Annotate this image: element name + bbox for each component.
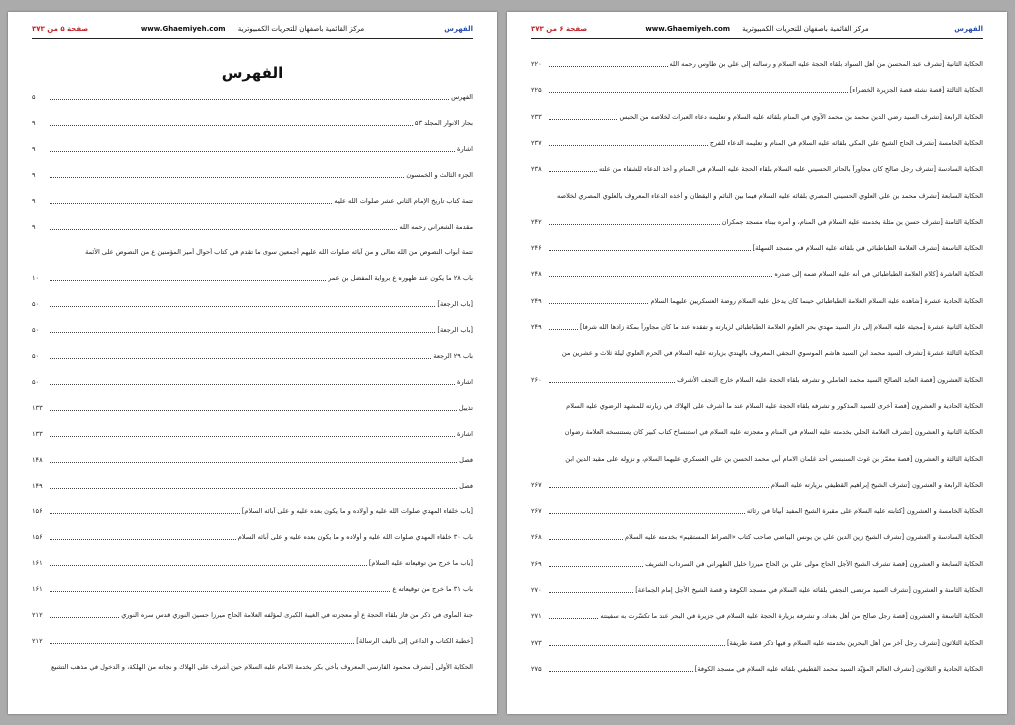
toc-entry-page[interactable]: ۲۷۵	[531, 664, 542, 673]
toc-leader-dots	[549, 65, 668, 67]
toc-entry-page[interactable]: ۲۷۱	[531, 612, 542, 621]
toc-entry[interactable]	[531, 478, 983, 492]
page-header	[531, 21, 983, 39]
toc-entry[interactable]	[32, 220, 473, 234]
toc-entry[interactable]	[32, 453, 473, 467]
toc-leader-dots	[50, 564, 367, 566]
toc-entry[interactable]	[32, 194, 473, 208]
toc-entry-page[interactable]: ۲۶۰	[531, 375, 542, 384]
toc-entry[interactable]	[531, 294, 983, 308]
toc-entry-title[interactable]: فصل	[459, 455, 473, 464]
toc-entry-title[interactable]: [باب الرجعة]	[437, 326, 473, 335]
toc-entry[interactable]	[531, 557, 983, 571]
toc-entry-title[interactable]: [خطبة الكتاب و الداعي إلى تأليف الرسالة]	[356, 636, 473, 645]
toc-entry-page[interactable]: ۱۳۳	[32, 403, 43, 412]
toc-leader-dots	[50, 512, 240, 514]
toc-entry-title[interactable]: الحكاية الثالثة و العشرون [قصة معمّر بن غوث السنبسي أحد غلمان الامام أبي محمد الحسن بن علي العسكري عليهما السلام، و نزوله على مقيد الدين ابن	[565, 454, 983, 463]
toc-leader-dots	[50, 590, 390, 592]
toc-entry-title[interactable]: اشارة	[456, 144, 473, 153]
toc-leader-dots	[50, 357, 431, 359]
toc-entry[interactable]	[32, 142, 473, 156]
toc-entry-page[interactable]: ۲۴۲	[531, 217, 542, 226]
toc-entry[interactable]	[32, 401, 473, 415]
toc-entry[interactable]	[531, 320, 983, 334]
toc-entry-title[interactable]: اشارة	[456, 377, 473, 386]
toc-entry-title[interactable]: مقدمة الشعراني رحمه الله	[399, 222, 473, 231]
toc-entry-title[interactable]: الحكاية التاسعة و العشرون [قصة رجل صالح من أهل بغداد، و تشرفه بزيارة الحجة عليه السلام في جزيرة في البحر عند ما تكسّرت به سفينته	[600, 612, 983, 621]
toc-entry-page[interactable]: ۱۴۸	[32, 455, 43, 464]
toc-entry-title[interactable]: تتمة أبواب النصوص من الله تعالى و من آبائه صلوات الله عليهم أجمعين سوى ما تقدم في كتاب أحوال أمير المؤمنين ع من النصوص على الأئمة	[85, 248, 473, 257]
header-site-link[interactable]: www.Ghaemiyeh.com	[645, 25, 731, 33]
toc-entry-title[interactable]: [باب خلفاء المهدي صلوات الله عليه و أولاده و ما يكون بعده عليه و على آبائه السلام]	[241, 507, 473, 516]
header-center-name: مرکز القائمیة باصفهان للتحریات الکمبیوتریة	[237, 25, 365, 33]
toc-entry[interactable]	[531, 162, 983, 176]
toc-entry-title[interactable]: جنة المأوى في ذكر من فاز بلقاء الحجة ع أو معجزته في الغيبة الكبرى لمؤلفه العلامة الحاج ميرزا حسين النوري قدس سره النوري	[121, 611, 473, 619]
toc-entry-title[interactable]: الحكاية السادسة و العشرون [تشرف الشيخ زين الدين علي بن يونس البياضي صاحب كتاب «الصراط المستقيم» بخدمته عليه السلام	[624, 533, 983, 542]
toc-leader-dots	[549, 328, 578, 330]
toc-entry[interactable]	[531, 425, 983, 439]
toc-leader-dots	[549, 538, 623, 540]
toc-entry[interactable]	[531, 609, 983, 623]
toc-leader-dots	[549, 381, 675, 383]
toc-entry-page[interactable]: ۱۵۶	[32, 507, 43, 516]
toc-entry-title[interactable]: الحكاية الخامسة و العشرون [كتابته عليه السلام على مقبرة الشيخ المفيد أبياتا في رثائه	[746, 507, 983, 516]
toc-entry-title[interactable]: الحكاية الثامنة و العشرون [تشرف السيد مرتضى النجفي بلقائه عليه السلام في مسجد الكوفة و قصة الشيخ الأجل إمام الجماعة]	[635, 586, 983, 594]
toc-entry-page[interactable]: ۱۵۶	[32, 533, 43, 542]
toc-entry[interactable]	[32, 556, 473, 570]
toc-entry[interactable]	[531, 399, 983, 413]
toc-entry-title[interactable]: تذييل	[458, 403, 473, 412]
toc-entry[interactable]	[32, 634, 473, 648]
toc-entry-title[interactable]: باب ۳۰ خلفاء المهدي صلوات الله عليه و أولاده و ما يكون بعده عليه و على آبائه السلام	[237, 533, 473, 542]
toc-leader-dots	[549, 275, 772, 277]
toc-leader-dots	[50, 383, 455, 385]
header-center	[531, 21, 983, 38]
toc-entry[interactable]	[531, 83, 983, 97]
toc-entry[interactable]	[32, 349, 473, 363]
toc-entry-page[interactable]: ۵۰	[32, 326, 40, 335]
toc-entry-title[interactable]: باب ۳۱ ما خرج من توقيعاته ع	[392, 585, 473, 594]
toc-entry-title[interactable]: الحكاية الثلاثون [تشرف رجل آخر من أهل البحرين بخدمته عليه السلام و فيها ذكر قصة طريفة]	[726, 638, 983, 647]
toc-entry[interactable]	[32, 90, 473, 104]
toc-entry[interactable]	[32, 116, 473, 130]
toc-entry-page[interactable]: ۱۰	[32, 274, 40, 283]
toc-entry-title[interactable]: الجزء الثالث و الخمسون	[406, 170, 473, 179]
toc-leader-dots	[549, 249, 751, 251]
toc-entry-page[interactable]: ۹	[32, 144, 36, 153]
toc-entry-page[interactable]: ۹	[32, 196, 36, 205]
toc-entry-title[interactable]: الحكاية الثالثة [قصة نشئه قصة الجزيرة الخضراء]	[849, 86, 983, 95]
toc-entry-page[interactable]: ۲۶۷	[531, 480, 542, 489]
toc-entry-title[interactable]: اشارة	[456, 429, 473, 438]
toc-entry-title[interactable]: فصل	[459, 481, 473, 490]
toc-entry-title[interactable]: الحكاية الثانية و العشرون [تشرف العلامة الحلي بخدمته عليه السلام في المنام و معجزته عليه السلام في استنساخ كتاب كبير كان يستنسخه العلامة رضوان	[564, 428, 983, 437]
toc-leader-dots	[549, 486, 769, 488]
toc-entry-title[interactable]: [باب الرجعة]	[437, 300, 473, 309]
header-page-label: صفحة ۵ من ۳۷۳	[32, 25, 89, 33]
toc-entry[interactable]	[531, 504, 983, 518]
toc-entry-title[interactable]: باب ۲۸ ما يكون عند ظهوره ع برواية المفضل بن عمر	[328, 274, 473, 283]
toc-entry[interactable]	[531, 662, 983, 676]
toc-entry[interactable]	[32, 608, 473, 622]
toc-entry[interactable]	[531, 346, 983, 360]
toc-entry-page[interactable]: ۵	[32, 93, 36, 101]
toc-leader-dots	[50, 409, 457, 411]
left-page	[8, 12, 497, 714]
toc-leader-dots	[50, 538, 236, 540]
toc-entry[interactable]	[531, 267, 983, 281]
toc-entry-page[interactable]: ۹	[32, 222, 36, 231]
toc-leader-dots	[50, 331, 435, 333]
toc-entry[interactable]	[531, 373, 983, 387]
toc-leader-dots	[50, 150, 455, 152]
toc-leader-dots	[50, 228, 397, 230]
toc-entry-page[interactable]: ۲۶۸	[531, 533, 542, 542]
toc-leader-dots	[50, 98, 449, 100]
header-site-link[interactable]: www.Ghaemiyeh.com	[140, 25, 226, 33]
toc-entry-title[interactable]: الفهرس	[451, 93, 473, 101]
toc-leader-dots	[549, 591, 633, 593]
toc-leader-dots	[549, 512, 745, 514]
toc-entry[interactable]	[32, 375, 473, 389]
toc-leader-dots	[549, 170, 597, 172]
toc-entry-page[interactable]: ۲۳۸	[531, 165, 542, 174]
toc-entry-page[interactable]: ۹	[32, 118, 36, 127]
toc-entry-page[interactable]: ۲۴۶	[531, 244, 542, 253]
toc-entry-page[interactable]: ۱۳۳	[32, 429, 43, 438]
toc-entry-title[interactable]: الحكاية الخامسة [تشرف الحاج الشيخ علي المكي بلقائه عليه السلام في المنام و تعليمه الدعاء للفرج	[709, 138, 983, 147]
header-section-link[interactable]: الفهرس	[954, 25, 983, 33]
toc-entry[interactable]	[531, 241, 983, 255]
toc-entry-page[interactable]: ۹	[32, 170, 36, 179]
toc-entry[interactable]	[32, 245, 473, 259]
toc-leader-dots	[549, 223, 720, 225]
toc-entry-title[interactable]: الحكاية الحادية عشرة [شاهده عليه السلام العلامة الطباطبائي حينما كان يدخل عليه السلام روضة العسكريين عليهما السلام	[650, 296, 983, 305]
toc-entry[interactable]	[531, 189, 983, 203]
toc-entry-title[interactable]: الحكاية الحادية و العشرون [قصة أخرى للسيد المذكور و تشرفه بلقاء الحجة عليه السلام عند ما أشرف على الهلاك في زيارته للمشهد الرضوي عليه السلام	[566, 401, 983, 410]
toc-entry-page[interactable]: ۲۱۲	[32, 636, 43, 645]
toc-entry-page[interactable]: ۲۴۹	[531, 323, 542, 331]
toc-entry-page[interactable]: ۲۶۹	[531, 559, 542, 568]
toc-leader-dots	[549, 144, 708, 146]
toc-entry-page[interactable]: ۵۰	[32, 300, 40, 309]
toc-leader-dots	[50, 305, 435, 307]
toc-entry[interactable]	[531, 110, 983, 124]
toc-entry-page[interactable]: ۵۰	[32, 352, 40, 360]
toc-entry[interactable]	[531, 57, 983, 71]
toc-entry-page[interactable]: ۲۱۲	[32, 611, 43, 619]
toc-leader-dots	[50, 487, 457, 489]
toc-leader-dots	[549, 617, 598, 619]
toc-entry-title[interactable]: الحكاية التاسعة [تشرف العلامة الطباطبائي في بلقائه عليه السلام في مسجد السهلة]	[752, 244, 983, 253]
toc-entry-page[interactable]: ۱۶۱	[32, 585, 43, 594]
toc-entry-title[interactable]: الحكاية الثانية [تشرف عبد المحسن من أهل السواد بلقاء الحجة عليه السلام و رسالته إلى علي بن طاوس رحمه الله	[669, 60, 983, 68]
toc-entry-title[interactable]: الحكاية السادسة [تشرف رجل صالح كان مجاوراً بالحائر الحسيني عليه السلام بلقاء الحجة عليه السلام في المنام و أخذ الدعاء للشفاء من علته	[599, 165, 983, 174]
toc-entry[interactable]	[32, 660, 473, 674]
toc-leader-dots	[50, 202, 332, 204]
toc-entry-page[interactable]: ۲۲۰	[531, 60, 542, 68]
toc-entry-page[interactable]: ۱۶۱	[32, 559, 43, 568]
toc-entry-title[interactable]: [باب ما خرج من توقيعاته عليه السلام]	[368, 559, 473, 568]
toc-entry[interactable]	[32, 297, 473, 311]
toc-entry[interactable]	[32, 323, 473, 337]
toc-entry-title[interactable]: الحكاية الأولى [تشرف محمود الفارسي المعروف بأخي بكر بخدمة الامام عليه السلام حين أشرف على الهلاك و نجاته من الهلكة، و الدخول في مذهب التشيع	[51, 662, 473, 671]
toc-entry[interactable]	[32, 271, 473, 285]
toc-leader-dots	[549, 565, 643, 567]
toc-entry-page[interactable]: ۲۶۷	[531, 507, 542, 516]
toc-entry-page[interactable]: ۲۲۵	[531, 86, 542, 95]
header-center-name: مرکز القائمیة باصفهان للتحریات الکمبیوتریة	[742, 25, 869, 33]
right-page	[507, 12, 1007, 714]
header-page-label: صفحة ۶ من ۳۷۳	[531, 25, 588, 33]
toc-entry[interactable]	[531, 530, 983, 544]
toc-entry-page[interactable]: ۲۳۳	[531, 112, 542, 121]
toc-entry-page[interactable]: ۱۴۹	[32, 481, 43, 490]
toc-leader-dots	[50, 461, 457, 463]
toc-entry-title[interactable]: الحكاية السابعة و العشرون [قصة تشرف الشيخ الأجل الحاج مولى علي بن الحاج ميرزا خليل الطهراني في السرداب الشريف	[645, 559, 983, 568]
toc-entry-title[interactable]: الحكاية الثانية عشرة [مجيئه عليه السلام إلى دار السيد مهدي بحر العلوم العلامة الطباطبائي لزيارته و تفقده عند ما كان مجاوراً بمكة زادها الله شرفا]	[579, 323, 983, 331]
toc-leader-dots	[50, 642, 354, 644]
toc-entry[interactable]	[32, 427, 473, 441]
toc-entry[interactable]	[531, 136, 983, 150]
toc-leader-dots	[549, 644, 725, 646]
toc-leader-dots	[549, 302, 648, 304]
toc-entry-page[interactable]: ۲۳۷	[531, 138, 542, 147]
toc-entry[interactable]	[531, 215, 983, 229]
toc-entry[interactable]	[531, 583, 983, 597]
header-center	[32, 21, 473, 38]
toc-entry-title[interactable]: الحكاية السابعة [تشرف محمد بن علي العلوي الحسيني المصري بلقائه عليه السلام فيما بين النائم و اليقظان و أخذه الدعاء المعروف بالعلوي المصري لخلاصه	[556, 191, 983, 200]
toc-entry-title[interactable]: الحكاية العاشرة [كلام العلامة الطباطبائي في أنه عليه السلام ضمه إلى صدره	[774, 270, 983, 279]
toc-entry[interactable]	[32, 582, 473, 596]
toc-entry-title[interactable]: بحار الانوار المجلد ۵۳	[414, 118, 473, 127]
toc-entry-page[interactable]: ۲۴۸	[531, 270, 542, 279]
toc-entry[interactable]	[32, 504, 473, 518]
toc-entry-title[interactable]: الحكاية الثامنة [تشرف حسن بن مثلة بخدمته عليه السلام في المنام، و أمره ببناء مسجد جمكران	[721, 217, 983, 226]
toc-entry[interactable]	[531, 452, 983, 466]
toc-entry-title[interactable]: الحكاية الرابعة [تشرف السيد رضي الدين محمد بن محمد الآوي في المنام بلقائه عليه السلام و تعليمه دعاء العبرات لخلاصه من الحبس	[619, 112, 983, 121]
toc-entry-title[interactable]: الحكاية العشرون [قصة العابد الصالح السيد محمد العاملي و تشرفه بلقاء الحجة عليه السلام خارج النجف الأشرف	[677, 375, 983, 384]
toc-leader-dots	[549, 118, 617, 120]
toc-leader-dots	[549, 91, 848, 93]
toc-leader-dots	[50, 616, 119, 618]
toc-entry[interactable]	[32, 479, 473, 493]
header-section-link[interactable]: الفهرس	[444, 25, 473, 33]
toc-leader-dots	[549, 670, 693, 672]
page-header	[32, 21, 473, 39]
toc-leader-dots	[50, 279, 326, 281]
toc-entry-page[interactable]: ۲۷۳	[531, 638, 542, 647]
toc-leader-dots	[50, 124, 413, 126]
toc-entry-title[interactable]: الحكاية الثالثة عشرة [تشرف السيد محمد ابن السيد هاشم الموسوي النجفي المعروف بالهندي بزيارته عليه السلام في الحرم العلوي ليلة ثلاث و عشرين من	[561, 349, 983, 358]
toc-entry[interactable]	[32, 530, 473, 544]
toc-entry-title[interactable]: تتمة كتاب تاريخ الإمام الثاني عشر صلوات الله عليه	[334, 196, 473, 205]
toc-entry-title[interactable]: الحكاية الرابعة و العشرون [تشرف الشيخ إبراهيم القطيفي بزيارته عليه السلام	[770, 480, 983, 489]
toc-entry[interactable]	[32, 168, 473, 182]
toc-leader-dots	[50, 176, 404, 178]
toc-entry-page[interactable]: ۵۰	[32, 377, 40, 386]
toc-entry[interactable]	[531, 636, 983, 650]
toc-entry-page[interactable]: ۲۷۰	[531, 586, 542, 594]
page-title: الفهرس	[221, 64, 284, 82]
toc-entry-title[interactable]: الحكاية الحادية و الثلاثون [تشرف العالم المؤيّد السيد محمد القطيفي بلقائه عليه السلام في مسجد الكوفة]	[694, 664, 983, 673]
toc-entry-page[interactable]: ۲۴۹	[531, 296, 542, 305]
toc-leader-dots	[50, 435, 455, 437]
toc-entry-title[interactable]: باب ۲۹ الرجعة	[433, 352, 473, 360]
